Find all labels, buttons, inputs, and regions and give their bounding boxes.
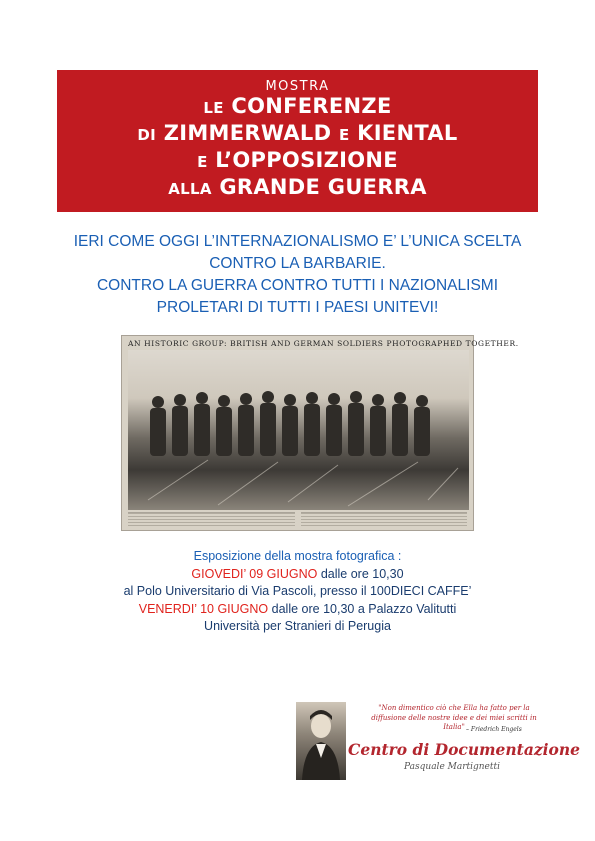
info-line-1: Esposizione della mostra fotografica : <box>193 549 402 563</box>
info-line-5: Università per Stranieri di Perugia <box>204 619 391 633</box>
exhibition-banner <box>57 70 538 212</box>
date-friday: VENERDI’ 10 GIUGNO <box>138 601 269 616</box>
historic-photo <box>121 335 519 531</box>
quote-author: – Friedrich Engels <box>466 726 522 733</box>
banner-title-line-4 <box>57 175 538 202</box>
portrait-silhouette <box>296 702 346 780</box>
small-print-right <box>301 512 468 526</box>
info-line-2 <box>0 566 595 584</box>
time-thursday: dalle ore 10,30 <box>317 566 404 581</box>
banner-title-line-3 <box>57 148 538 175</box>
banner-line4-small: ALLA <box>168 180 212 198</box>
banner-title-line-1 <box>57 94 538 121</box>
portrait-image <box>296 702 346 780</box>
banner-line4-big: GRANDE GUERRA <box>219 175 427 199</box>
slogan-line: CONTRO LA GUERRA CONTRO TUTTI I NAZIONALISMI <box>96 277 499 294</box>
signature: Pasquale Martignetti <box>404 762 500 772</box>
banner-line1-small: LE <box>203 99 224 117</box>
banner-line2-small1: DI <box>137 126 157 144</box>
banner-line3-small: E <box>197 153 208 171</box>
soldiers-silhouette <box>128 350 469 510</box>
small-print-left <box>128 512 295 526</box>
documentation-center-logo <box>296 702 581 784</box>
banner-line1-big: CONFERENZE <box>231 94 392 118</box>
banner-line2-small2: E <box>338 126 350 144</box>
date-thursday: GIOVEDI’ 09 GIUGNO <box>191 566 318 581</box>
info-line-3: al Polo Universitario di Via Pascoli, presso il 100DIECI CAFFE’ <box>123 584 472 598</box>
slogan-line: IERI COME OGGI L’INTERNAZIONALISMO E’ L’UNICA SCELTA <box>73 233 522 250</box>
time-friday: dalle ore 10,30 a Palazzo Valitutti <box>268 601 457 616</box>
banner-line3-big: L’OPPOSIZIONE <box>215 148 398 172</box>
info-line-4 <box>0 601 595 619</box>
engels-quote: "Non dimentico ciò che Ella ha fatto per la diffusione delle nostre idee e dei miei scritti in Italia" <box>371 704 537 731</box>
photo-caption: AN HISTORIC GROUP: BRITISH AND GERMAN SOLDIERS PHOTOGRAPHED TOGETHER. <box>128 339 519 348</box>
banner-line2-big1: ZIMMERWALD <box>163 121 332 145</box>
photo-small-print <box>128 512 467 526</box>
slogan-line: CONTRO LA BARBARIE. <box>209 255 386 272</box>
soldiers-photo-image <box>128 350 469 510</box>
event-info <box>0 548 595 636</box>
banner-line2-big2: KIENTAL <box>357 121 458 145</box>
center-name: Centro di Documentazione <box>348 740 581 759</box>
banner-kicker: MOSTRA <box>265 79 330 94</box>
banner-title-line-2 <box>57 121 538 148</box>
slogan-block <box>0 231 595 319</box>
slogan-line: PROLETARI DI TUTTI I PAESI UNITEVI! <box>156 299 439 316</box>
